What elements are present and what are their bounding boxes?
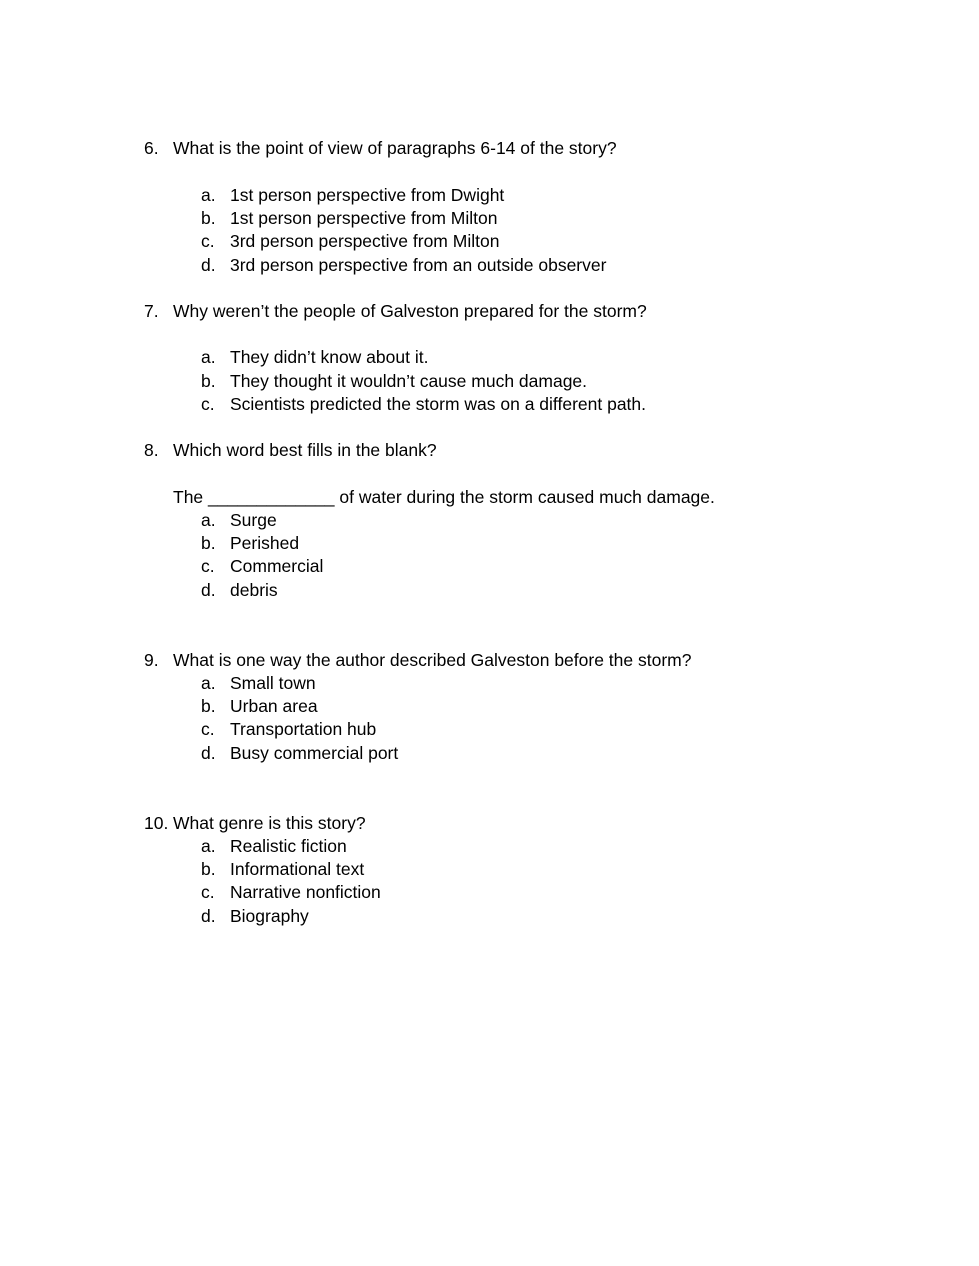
option-letter: d. <box>201 255 216 275</box>
option-text: Transportation hub <box>230 719 377 739</box>
option-text: Narrative nonfiction <box>230 882 381 902</box>
option-letter: c. <box>201 719 215 739</box>
option-letter: d. <box>201 580 216 600</box>
option-text: Commercial <box>230 556 324 576</box>
question-number: 6. <box>144 138 159 158</box>
question-text: What is the point of view of paragraphs 6-14 of the story? <box>173 138 617 158</box>
option-letter: c. <box>201 394 215 414</box>
question-number: 8. <box>144 440 159 460</box>
option-text: Realistic fiction <box>230 836 347 856</box>
option-text: Surge <box>230 510 277 530</box>
option-text: Informational text <box>230 859 365 879</box>
option-text: Urban area <box>230 696 318 716</box>
option-text: Biography <box>230 906 309 926</box>
question-text: What is one way the author described Galveston before the storm? <box>173 650 692 670</box>
option-text: Small town <box>230 673 316 693</box>
option-text: 3rd person perspective from an outside observer <box>230 255 607 275</box>
option-letter: a. <box>201 836 216 856</box>
option-text: They didn’t know about it. <box>230 347 429 367</box>
question-number: 7. <box>144 301 159 321</box>
question-text: Why weren’t the people of Galveston prepared for the storm? <box>173 301 647 321</box>
option-letter: a. <box>201 510 216 530</box>
option-letter: b. <box>201 696 216 716</box>
option-text: Scientists predicted the storm was on a different path. <box>230 394 647 414</box>
option-letter: d. <box>201 743 216 763</box>
option-letter: b. <box>201 371 216 391</box>
option-letter: b. <box>201 533 216 553</box>
option-text: debris <box>230 580 278 600</box>
option-letter: c. <box>201 231 215 251</box>
option-letter: c. <box>201 556 215 576</box>
option-letter: b. <box>201 859 216 879</box>
sentence-with-blank: The _____________ of water during the storm caused much damage. <box>173 487 715 507</box>
option-letter: d. <box>201 906 216 926</box>
option-letter: a. <box>201 185 216 205</box>
question-number: 9. <box>144 650 159 670</box>
option-text: 1st person perspective from Milton <box>230 208 498 228</box>
option-text: 1st person perspective from Dwight <box>230 185 505 205</box>
option-letter: c. <box>201 882 215 902</box>
option-text: Busy commercial port <box>230 743 399 763</box>
option-text: 3rd person perspective from Milton <box>230 231 500 251</box>
question-text: What genre is this story? <box>173 813 366 833</box>
option-letter: b. <box>201 208 216 228</box>
option-text: They thought it wouldn’t cause much damage. <box>230 371 588 391</box>
question-text: Which word best fills in the blank? <box>173 440 437 460</box>
option-letter: a. <box>201 673 216 693</box>
option-text: Perished <box>230 533 300 553</box>
option-letter: a. <box>201 347 216 367</box>
question-number: 10. <box>144 813 169 833</box>
